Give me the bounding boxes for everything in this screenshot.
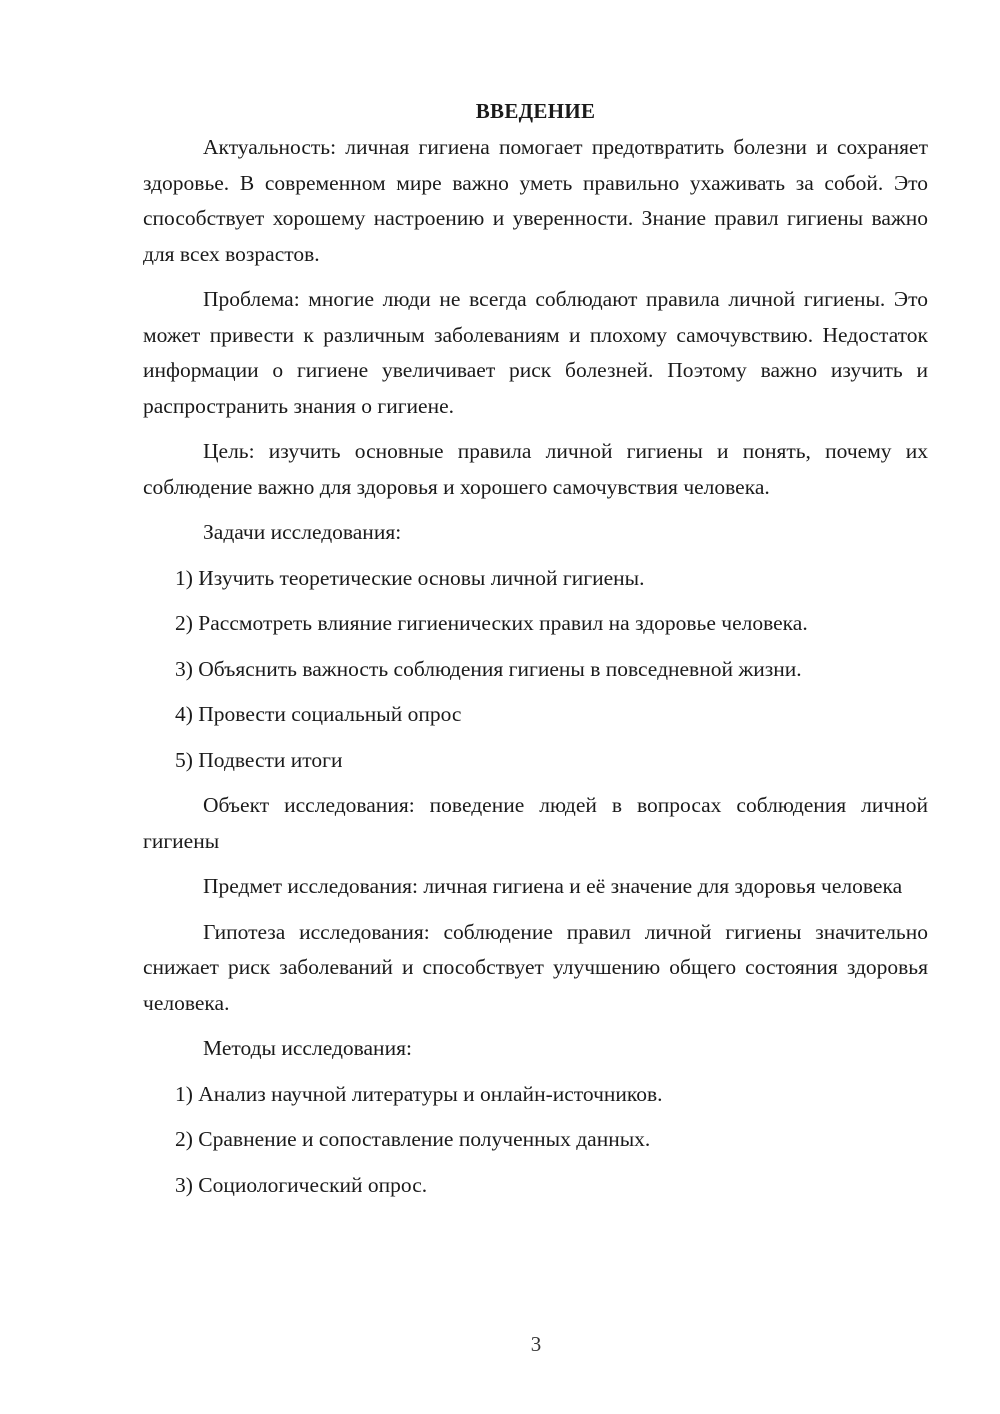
hypothesis-paragraph: Гипотеза исследования: соблюдение правил личной гигиены значительно снижает риск заболеваний и способствует улучшению общего состояния здоровья человека. [143, 919, 928, 1015]
document-body [143, 94, 928, 1213]
object-paragraph: Объект исследования: поведение людей в вопросах соблюдения личной гигиены [143, 793, 928, 853]
task-item-5: 5) Подвести итоги [175, 747, 343, 772]
section-heading: ВВЕДЕНИЕ [475, 99, 596, 123]
tasks-heading: Задачи исследования: [203, 520, 402, 544]
tasks-list [143, 561, 928, 779]
relevance-paragraph: Актуальность: личная гигиена помогает предотвратить болезни и сохраняет здоровье. В современном мире важно уметь правильно ухаживать за собой. Это способствует хорошему настроению и уверенности. Знание правил гигиены важно для всех возрастов. [143, 135, 928, 266]
task-item-4: 4) Провести социальный опрос [175, 702, 462, 726]
method-item-3: 3) Социологический опрос. [175, 1172, 428, 1197]
method-item-2: 2) Сравнение и сопоставление полученных данных. [175, 1127, 651, 1151]
goal-paragraph: Цель: изучить основные правила личной гигиены и понять, почему их соблюдение важно для здоровья и хорошего самочувствия человека. [143, 439, 928, 499]
page-number: 3 [530, 1332, 542, 1356]
task-item-3: 3) Объяснить важность соблюдения гигиены в повседневной жизни. [175, 656, 802, 681]
task-item-1: 1) Изучить теоретические основы личной гигиены. [175, 565, 645, 590]
task-item-2: 2) Рассмотреть влияние гигиенических правил на здоровье человека. [175, 611, 808, 635]
problem-paragraph: Проблема: многие люди не всегда соблюдают правила личной гигиены. Это может привести к различным заболеваниям и плохому самочувствию. Недостаток информации о гигиене увеличивает риск болезней. Поэтому важно изучить и распространить знания о гигиене. [143, 287, 928, 418]
methods-list [143, 1077, 928, 1204]
methods-heading: Методы исследования: [203, 1036, 412, 1060]
method-item-1: 1) Анализ научной литературы и онлайн-источников. [175, 1081, 663, 1106]
subject-paragraph: Предмет исследования: личная гигиена и её значение для здоровья человека [203, 874, 903, 898]
